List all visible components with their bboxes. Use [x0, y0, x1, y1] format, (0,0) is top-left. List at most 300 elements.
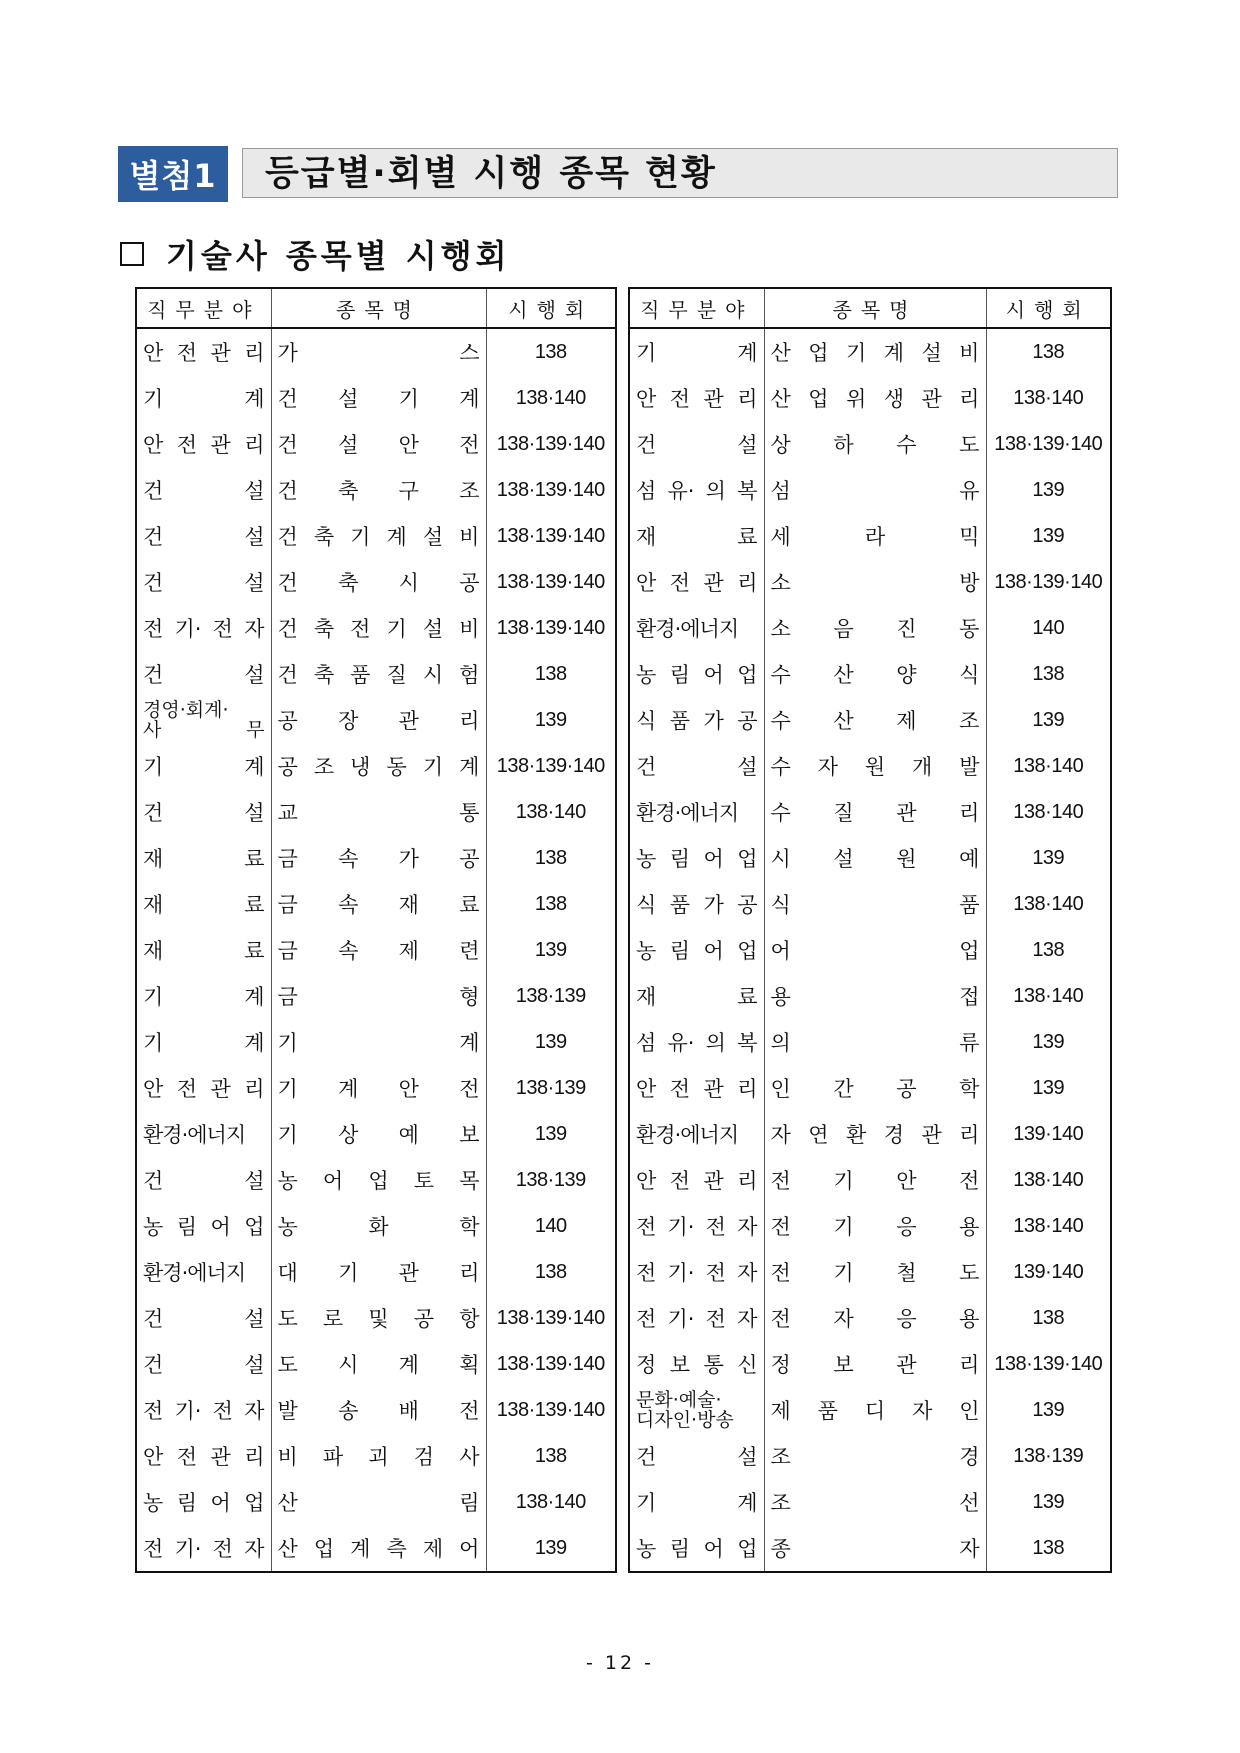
table-row [136, 697, 616, 743]
cell-item [764, 835, 986, 881]
table-row [136, 513, 616, 559]
cell-field [629, 1479, 764, 1525]
item-label: 인 간 공 학 [770, 1077, 980, 1101]
item-label: 용 접 [770, 985, 980, 1009]
item-label: 금 속 제 련 [277, 939, 480, 963]
col-header-field: 직무분야 [136, 288, 271, 328]
table-row [629, 1111, 1111, 1157]
table-row [629, 328, 1111, 375]
field-label: 전 기· 전 자 [143, 1399, 265, 1423]
cell-field [136, 1249, 271, 1295]
cell-field [136, 1525, 271, 1572]
cell-rounds: 138 [986, 927, 1111, 973]
cell-rounds: 139 [486, 1111, 616, 1157]
table-row [136, 1433, 616, 1479]
cell-field [136, 605, 271, 651]
cell-item [764, 467, 986, 513]
cell-item [764, 881, 986, 927]
cell-rounds: 138·140 [986, 881, 1111, 927]
item-label: 기 계 [277, 1031, 480, 1055]
cell-field [136, 1387, 271, 1433]
cell-item [271, 973, 486, 1019]
cell-rounds: 138 [486, 1249, 616, 1295]
item-label: 금 형 [277, 985, 480, 1009]
cell-rounds: 139·140 [986, 1111, 1111, 1157]
table-row [629, 697, 1111, 743]
cell-rounds: 138 [986, 1295, 1111, 1341]
cell-rounds: 138·139 [486, 973, 616, 1019]
cell-rounds: 138·140 [986, 1203, 1111, 1249]
table-right [628, 287, 1112, 1573]
field-label: 기 계 [143, 985, 265, 1009]
cell-rounds: 138·139·140 [986, 1341, 1111, 1387]
field-label: 건 설 [143, 571, 265, 595]
table-row [136, 1065, 616, 1111]
field-label: 재 료 [143, 939, 265, 963]
cell-field [629, 375, 764, 421]
table-row [629, 743, 1111, 789]
cell-rounds: 139 [986, 1019, 1111, 1065]
field-label: 재 료 [636, 525, 758, 549]
field-label: 건 설 [143, 525, 265, 549]
cell-rounds: 138·139·140 [486, 559, 616, 605]
cell-rounds: 139 [986, 1065, 1111, 1111]
cell-item [764, 789, 986, 835]
table-row [629, 1387, 1111, 1433]
item-label: 제 품 디 자 인 [770, 1399, 980, 1423]
cell-rounds: 138·140 [486, 1479, 616, 1525]
cell-item [764, 375, 986, 421]
attachment-badge: 별첨1 [118, 146, 228, 202]
cell-item [764, 328, 986, 375]
item-label: 어 업 [770, 939, 980, 963]
field-label: 전 기· 전 자 [143, 1537, 265, 1561]
cell-rounds: 138·140 [986, 375, 1111, 421]
item-label: 가 스 [277, 341, 480, 365]
table-row [136, 1341, 616, 1387]
field-label: 섬 유· 의 복 [636, 1031, 758, 1055]
item-label: 수 질 관 리 [770, 801, 980, 825]
cell-field [629, 789, 764, 835]
col-header-rounds: 시행회 [986, 288, 1111, 328]
field-label: 안 전 관 리 [143, 341, 265, 365]
cell-rounds: 138·139·140 [486, 1341, 616, 1387]
cell-field [629, 1387, 764, 1433]
item-label: 조 경 [770, 1445, 980, 1469]
cell-item [764, 651, 986, 697]
cell-field [629, 1295, 764, 1341]
cell-rounds: 138 [486, 835, 616, 881]
item-label: 조 선 [770, 1491, 980, 1515]
field-label: 건 설 [143, 801, 265, 825]
cell-field [629, 835, 764, 881]
field-label: 안 전 관 리 [143, 1077, 265, 1101]
field-label: 기 계 [636, 341, 758, 365]
field-label: 환경·에너지 [143, 1123, 246, 1147]
cell-field [136, 973, 271, 1019]
table-row [629, 973, 1111, 1019]
field-label: 농 림 어 업 [143, 1491, 265, 1515]
cell-rounds: 139 [486, 1525, 616, 1572]
cell-field [136, 1019, 271, 1065]
cell-field [136, 1341, 271, 1387]
table-left [135, 287, 617, 1573]
cell-rounds: 139 [986, 697, 1111, 743]
field-label: 환경·에너지 [636, 801, 739, 825]
item-label: 공 조 냉 동 기 계 [277, 755, 480, 779]
cell-rounds: 138·139·140 [486, 1387, 616, 1433]
table-row [629, 881, 1111, 927]
field-label: 농 림 어 업 [636, 663, 758, 687]
item-label: 교 통 [277, 801, 480, 825]
cell-item [764, 559, 986, 605]
cell-item [271, 1157, 486, 1203]
table-row [629, 1295, 1111, 1341]
cell-field [629, 1111, 764, 1157]
cell-field [136, 467, 271, 513]
cell-item [764, 1019, 986, 1065]
cell-item [271, 1341, 486, 1387]
cell-field [629, 881, 764, 927]
item-label: 도 시 계 획 [277, 1353, 480, 1377]
cell-rounds: 138·140 [486, 375, 616, 421]
field-label: 안 전 관 리 [636, 571, 758, 595]
cell-item [271, 1479, 486, 1525]
table-row [629, 375, 1111, 421]
cell-rounds: 138·139·140 [486, 1295, 616, 1341]
cell-rounds: 138 [986, 651, 1111, 697]
table-row [136, 328, 616, 375]
table-row [136, 973, 616, 1019]
field-label: 안 전 관 리 [636, 387, 758, 411]
cell-item [271, 881, 486, 927]
cell-item [271, 651, 486, 697]
item-label: 수 산 양 식 [770, 663, 980, 687]
table-row [629, 1203, 1111, 1249]
item-label: 건 축 기 계 설 비 [277, 525, 480, 549]
item-label: 섬 유 [770, 479, 980, 503]
cell-field [629, 513, 764, 559]
item-label: 산 업 계 측 제 어 [277, 1537, 480, 1561]
cell-field [136, 421, 271, 467]
item-label: 농 어 업 토 목 [277, 1169, 480, 1193]
field-label: 경영·회계· 사 무 [143, 699, 265, 741]
cell-field [629, 1157, 764, 1203]
cell-item [271, 1433, 486, 1479]
item-label: 전 자 응 용 [770, 1307, 980, 1331]
item-label: 공 장 관 리 [277, 709, 480, 733]
field-label: 기 계 [143, 387, 265, 411]
field-label: 식 품 가 공 [636, 709, 758, 733]
cell-rounds: 138·139·140 [486, 743, 616, 789]
cell-item [271, 421, 486, 467]
item-label: 자 연 환 경 관 리 [770, 1123, 980, 1147]
field-label: 전 기· 전 자 [636, 1307, 758, 1331]
cell-item [764, 1433, 986, 1479]
cell-rounds: 139 [486, 927, 616, 973]
cell-field [136, 881, 271, 927]
field-label: 안 전 관 리 [636, 1077, 758, 1101]
cell-item [271, 559, 486, 605]
cell-field [629, 1433, 764, 1479]
cell-rounds: 138 [486, 1433, 616, 1479]
field-label: 건 설 [143, 1169, 265, 1193]
item-label: 건 축 전 기 설 비 [277, 617, 480, 641]
item-label: 농 화 학 [277, 1215, 480, 1239]
cell-rounds: 138·139 [486, 1065, 616, 1111]
col-header-item: 종목명 [271, 288, 486, 328]
cell-rounds: 139 [986, 1387, 1111, 1433]
table-row [136, 1203, 616, 1249]
field-label: 농 림 어 업 [636, 1537, 758, 1561]
cell-item [764, 1111, 986, 1157]
cell-item [271, 789, 486, 835]
field-label: 식 품 가 공 [636, 893, 758, 917]
cell-rounds: 138·139·140 [486, 513, 616, 559]
cell-rounds: 138 [486, 328, 616, 375]
cell-rounds: 138·140 [986, 1157, 1111, 1203]
cell-rounds: 139 [486, 697, 616, 743]
cell-item [764, 1203, 986, 1249]
cell-rounds: 139 [486, 1019, 616, 1065]
item-label: 기 상 예 보 [277, 1123, 480, 1147]
page-title: 등급별·회별 시행 종목 현황 [242, 148, 1118, 198]
cell-item [271, 1019, 486, 1065]
item-label: 전 기 철 도 [770, 1261, 980, 1285]
cell-field [629, 1065, 764, 1111]
field-label: 농 림 어 업 [636, 939, 758, 963]
cell-field [136, 1433, 271, 1479]
item-label: 세 라 믹 [770, 525, 980, 549]
field-label: 기 계 [143, 755, 265, 779]
item-label: 발 송 배 전 [277, 1399, 480, 1423]
table-row [136, 789, 616, 835]
cell-field [629, 421, 764, 467]
cell-rounds: 138 [486, 651, 616, 697]
cell-rounds: 138·140 [486, 789, 616, 835]
table-row [136, 927, 616, 973]
table-row [629, 1157, 1111, 1203]
field-label: 건 설 [636, 1445, 758, 1469]
cell-item [271, 1387, 486, 1433]
cell-rounds: 138 [986, 1525, 1111, 1572]
field-label: 안 전 관 리 [143, 433, 265, 457]
cell-rounds: 138·139 [486, 1157, 616, 1203]
table-row [629, 559, 1111, 605]
field-label: 건 설 [636, 755, 758, 779]
item-label: 소 음 진 동 [770, 617, 980, 641]
cell-field [629, 559, 764, 605]
item-label: 전 기 응 용 [770, 1215, 980, 1239]
cell-field [136, 513, 271, 559]
cell-item [271, 835, 486, 881]
item-label: 소 방 [770, 571, 980, 595]
item-label: 건 축 품 질 시 험 [277, 663, 480, 687]
item-label: 기 계 안 전 [277, 1077, 480, 1101]
cell-item [271, 697, 486, 743]
cell-field [629, 1525, 764, 1572]
cell-field [629, 973, 764, 1019]
cell-field [136, 1111, 271, 1157]
cell-field [136, 1203, 271, 1249]
field-label: 섬 유· 의 복 [636, 479, 758, 503]
cell-item [764, 1341, 986, 1387]
cell-rounds: 138·140 [986, 789, 1111, 835]
section-heading [120, 232, 511, 276]
cell-rounds: 139 [986, 513, 1111, 559]
table-row [136, 651, 616, 697]
table-row [136, 1295, 616, 1341]
cell-field [136, 559, 271, 605]
table-row [629, 1019, 1111, 1065]
item-label: 산 업 기 계 설 비 [770, 341, 980, 365]
cell-rounds: 139·140 [986, 1249, 1111, 1295]
field-label: 건 설 [143, 479, 265, 503]
cell-field [136, 328, 271, 375]
cell-rounds: 138·140 [986, 743, 1111, 789]
table-row [629, 1065, 1111, 1111]
cell-item [764, 605, 986, 651]
cell-rounds: 140 [986, 605, 1111, 651]
item-label: 수 산 제 조 [770, 709, 980, 733]
cell-item [764, 421, 986, 467]
cell-item [271, 743, 486, 789]
cell-item [271, 927, 486, 973]
cell-item [271, 1295, 486, 1341]
cell-rounds: 138·139·140 [986, 421, 1111, 467]
table-row [629, 651, 1111, 697]
cell-item [764, 697, 986, 743]
table-row [136, 835, 616, 881]
cell-item [271, 375, 486, 421]
cell-item [764, 927, 986, 973]
table-row [136, 1387, 616, 1433]
item-label: 금 속 가 공 [277, 847, 480, 871]
table-row [629, 1433, 1111, 1479]
field-label: 환경·에너지 [636, 617, 739, 641]
cell-field [629, 1019, 764, 1065]
cell-rounds: 139 [986, 1479, 1111, 1525]
cell-field [629, 743, 764, 789]
cell-field [136, 697, 271, 743]
field-label: 안 전 관 리 [636, 1169, 758, 1193]
cell-item [764, 1387, 986, 1433]
field-label: 농 림 어 업 [636, 847, 758, 871]
cell-item [271, 1525, 486, 1572]
cell-rounds: 140 [486, 1203, 616, 1249]
field-label: 정 보 통 신 [636, 1353, 758, 1377]
table-row [136, 1157, 616, 1203]
cell-rounds: 138·139·140 [986, 559, 1111, 605]
table-row [629, 835, 1111, 881]
table-row [629, 1249, 1111, 1295]
item-label: 정 보 관 리 [770, 1353, 980, 1377]
field-label: 전 기· 전 자 [636, 1261, 758, 1285]
field-label: 문화·예술· 디자인·방송 [636, 1389, 734, 1431]
field-label: 전 기· 전 자 [636, 1215, 758, 1239]
cell-item [271, 1203, 486, 1249]
field-label: 기 계 [143, 1031, 265, 1055]
table-row [629, 1479, 1111, 1525]
table-row [136, 1479, 616, 1525]
item-label: 도 로 및 공 항 [277, 1307, 480, 1331]
cell-item [271, 513, 486, 559]
field-label: 재 료 [143, 847, 265, 871]
cell-item [764, 1249, 986, 1295]
item-label: 건 축 구 조 [277, 479, 480, 503]
table-row [136, 1111, 616, 1157]
cell-rounds: 138 [986, 328, 1111, 375]
table-row [629, 605, 1111, 651]
page-number: - 12 - [586, 1652, 654, 1674]
cell-item [764, 1065, 986, 1111]
cell-rounds: 138·139 [986, 1433, 1111, 1479]
table-row [629, 927, 1111, 973]
field-label: 건 설 [143, 663, 265, 687]
cell-rounds: 139 [986, 467, 1111, 513]
cell-rounds: 139 [986, 835, 1111, 881]
cell-item [271, 1111, 486, 1157]
table-row [136, 1525, 616, 1572]
cell-rounds: 138·139·140 [486, 467, 616, 513]
table-row [629, 1525, 1111, 1572]
table-row [136, 375, 616, 421]
cell-field [136, 1479, 271, 1525]
item-label: 식 품 [770, 893, 980, 917]
table-header-row [136, 288, 616, 328]
table-row [629, 421, 1111, 467]
checkbox-square-icon [120, 242, 144, 266]
item-label: 건 설 기 계 [277, 387, 480, 411]
cell-field [136, 1295, 271, 1341]
item-label: 비 파 괴 검 사 [277, 1445, 480, 1469]
field-label: 환경·에너지 [143, 1261, 246, 1285]
cell-item [764, 1295, 986, 1341]
field-label: 농 림 어 업 [143, 1215, 265, 1239]
table-row [629, 513, 1111, 559]
section-title: 기술사 종목별 시행회 [166, 237, 511, 275]
cell-field [136, 375, 271, 421]
table-row [136, 743, 616, 789]
table-row [136, 1249, 616, 1295]
cell-item [271, 328, 486, 375]
cell-rounds: 138 [486, 881, 616, 927]
table-row [629, 789, 1111, 835]
field-label: 환경·에너지 [636, 1123, 739, 1147]
cell-field [629, 1249, 764, 1295]
cell-field [136, 743, 271, 789]
item-label: 의 류 [770, 1031, 980, 1055]
table-row [629, 467, 1111, 513]
field-label: 전 기· 전 자 [143, 617, 265, 641]
cell-field [629, 927, 764, 973]
item-label: 건 축 시 공 [277, 571, 480, 595]
cell-item [764, 973, 986, 1019]
table-row [136, 1019, 616, 1065]
item-label: 산 업 위 생 관 리 [770, 387, 980, 411]
cell-item [764, 513, 986, 559]
cell-field [136, 651, 271, 697]
item-label: 수 자 원 개 발 [770, 755, 980, 779]
cell-field [136, 1065, 271, 1111]
table-row [629, 1341, 1111, 1387]
cell-field [629, 467, 764, 513]
col-header-item: 종목명 [764, 288, 986, 328]
field-label: 재 료 [636, 985, 758, 1009]
item-label: 시 설 원 예 [770, 847, 980, 871]
cell-item [764, 1157, 986, 1203]
cell-item [764, 1479, 986, 1525]
